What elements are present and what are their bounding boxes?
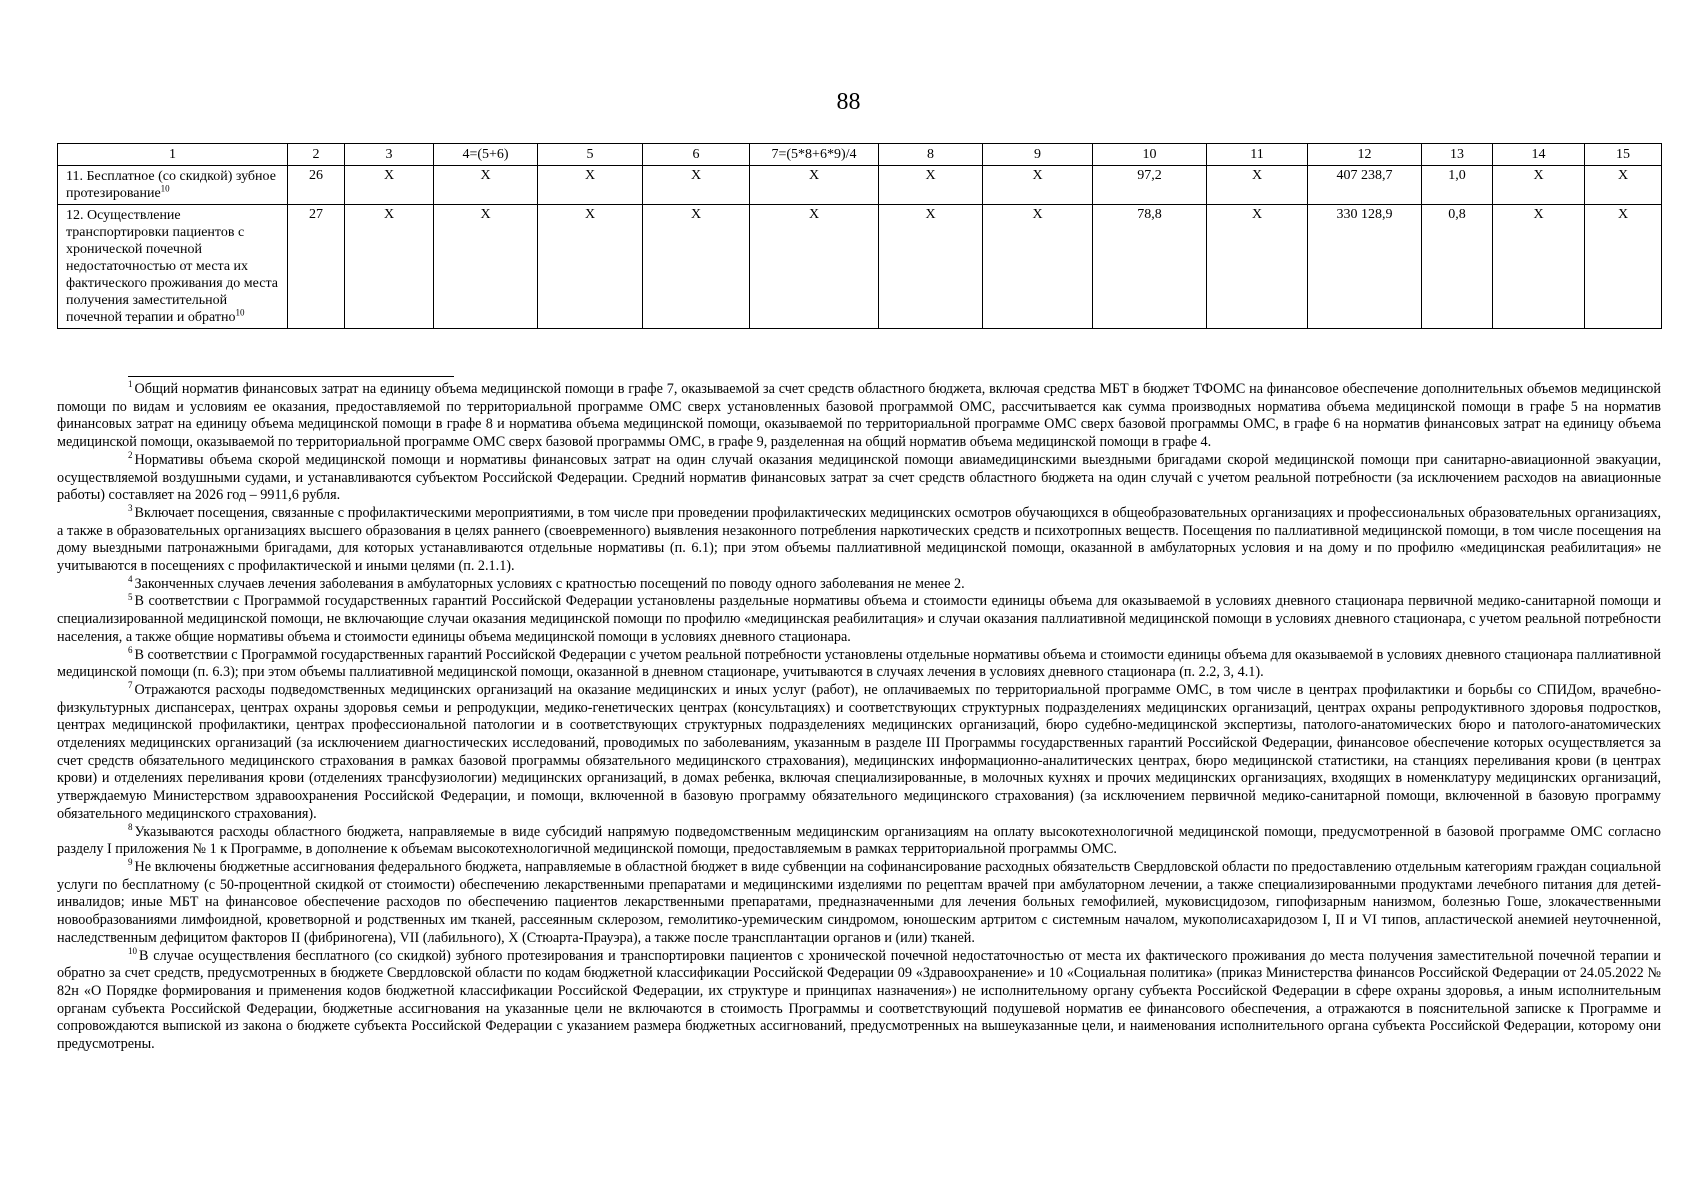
footnote-text: Общий норматив финансовых затрат на единицу объема медицинской помощи в графе 7, оказываемой за счет средств областного бюджета, включая средства МБТ в бюджет ТФОМС на финансовое обеспечение дополнительных объемов медицинской помощи по видам и условиям ее оказания, предоставляемой по территориальной программе ОМС сверх установленных базовой программой ОМС, рассчитывается как сумма производных норматива объема медицинской помощи в графе 5 на норматив финансовых затрат на единицу объема медицинской помощи в графе 8 и норматива объема медицинской помощи, оказываемой по территориальной программе ОМС сверх базовой программы ОМС, в графе 6 на норматив финансовых затрат на единицу объема медицинской помощи, оказываемой по территориальной программе ОМС сверх базовой программы ОМС, в графе 9, разделенная на общий норматив объема медицинской помощи в графе 4. [57, 381, 1661, 451]
table-cell: Х [1493, 205, 1585, 329]
footnote-text: Включает посещения, связанные с профилактическими мероприятиями, в том числе при проведении профилактических медицинских осмотров обучающихся в общеобразовательных организациях и профессиональных образовательных организациях, а также в образовательных организациях высшего образования в целях раннего (своевременного) выявления незаконного потребления наркотических средств и психотропных веществ. Посещения по паллиативной медицинской помощи, в том числе посещения на дому выездными патронажными бригадами, для которых устанавливаются отдельные нормативы (п. 6.1); при этом объемы паллиативной медицинской помощи, оказанной в амбулаторных условия и на дому и по профилю «медицинская реабилитация» не учитываются в посещениях с профилактической и иными целями (п. 2.1.1). [57, 504, 1661, 575]
row-name-cell [58, 205, 288, 329]
footnote-number: 1 [128, 379, 133, 390]
column-header: 1 [58, 144, 288, 166]
footnote-text: В соответствии с Программой государственных гарантий Российской Федерации с учетом реальной потребности установлены отдельные нормативы объема и стоимости единицы объема для оказываемой в условиях дневного стационара паллиативной медицинской помощи (п. 6.3); при этом объемы паллиативной медицинской помощи, оказанной в дневном стационаре, учитываются в случаях лечения в условиях дневного стационара (п. 2.2, 3, 4.1). [57, 646, 1661, 681]
table-cell: Х [1493, 166, 1585, 205]
footnote [57, 452, 1661, 505]
footnote-number: 8 [128, 821, 133, 832]
table-cell: Х [345, 205, 434, 329]
footnote [57, 821, 1661, 859]
table-cell: 1,0 [1422, 166, 1493, 205]
footnote [57, 505, 1661, 576]
column-header: 5 [538, 144, 643, 166]
row-name: 12. Осуществление транспортировки пациентов с хронической почечной недостаточностью от места их фактического проживания до места получения заместительной почечной терапии и обратно [66, 208, 278, 325]
table-cell: Х [983, 205, 1093, 329]
table-cell: 330 128,9 [1308, 205, 1422, 329]
footnote-number: 7 [128, 680, 133, 691]
footnote-number: 5 [128, 591, 133, 602]
row-name: 11. Бесплатное (со скидкой) зубное протезирование [66, 169, 276, 201]
footnote-text: Нормативы объема скорой медицинской помощи и нормативы финансовых затрат на один случай оказания медицинской помощи авиамедицинскими выездными бригадами скорой медицинской помощи при санитарно-авиационной эвакуации, осуществляемой воздушными судами, и устанавливаются субъектом Российской Федерации. Средний норматив финансовых затрат за счет средств областного бюджета на один случай с учетом реальной потребности (за исключением расходов на авиационные работы) составляет на 2026 год – 9911,6 рубля. [57, 451, 1661, 504]
table-cell: Х [750, 205, 879, 329]
column-header: 7=(5*8+6*9)/4 [750, 144, 879, 166]
footnote-number: 2 [128, 450, 133, 461]
footnote-text: В случае осуществления бесплатного (со скидкой) зубного протезирования и транспортировки пациентов с хронической почечной недостаточностью от места их фактического проживания до места получения заместительной почечной терапии и обратно за счет средств, предусмотренных в бюджете Свердловской области по кодам бюджетной классификации Российской Федерации 09 «Здравоохранение» и 10 «Социальная политика» (приказ Министерства финансов Российской Федерации от 24.05.2022 № 82н «О Порядке формирования и применения кодов бюджетной классификации Российской Федерации, их структуре и принципах назначения») не исполнительному органу субъекта Российской Федерации в сфере охраны здоровья, а иным исполнительным органам субъекта Российской Федерации, бюджетные ассигнования на указанные цели не включаются в стоимость Программы и соответствующий подушевой норматив ее финансового обеспечения, а отражаются в пояснительной записке к Программе и сопровождаются выпиской из закона о бюджете субъекта Российской Федерации с указанием размера бюджетных ассигнований, предусмотренных на вышеуказанные цели, и наименования исполнительного органа субъекта Российской Федерации, которому они предусмотрены. [57, 947, 1661, 1053]
column-header: 14 [1493, 144, 1585, 166]
table-cell: Х [1585, 205, 1662, 329]
footnote-number: 10 [128, 945, 137, 956]
column-header: 2 [288, 144, 345, 166]
footnote [57, 593, 1661, 646]
table-cell: Х [879, 205, 983, 329]
table-row [58, 166, 1662, 205]
column-header: 12 [1308, 144, 1422, 166]
footnote-ref: 10 [160, 183, 170, 194]
column-header: 11 [1207, 144, 1308, 166]
table-cell: Х [1207, 205, 1308, 329]
column-header: 9 [983, 144, 1093, 166]
footnote-text: В соответствии с Программой государственных гарантий Российской Федерации установлены раздельные нормативы объема и стоимости единицы объема для оказываемой в условиях дневного стационара первичной медико-санитарной помощи и специализированной медицинской помощи, не включающие случаи оказания медицинской помощи по профилю «медицинская реабилитация» и случаи оказания паллиативной медицинской помощи в условиях дневного стационара, с учетом реальной потребности населения, а также общие нормативы объема и стоимости единицы объема медицинской помощи в условиях дневного стационара. [57, 593, 1661, 645]
footnote-text: Не включены бюджетные ассигнования федерального бюджета, направляемые в областной бюджет в виде субвенции на софинансирование расходных обязательств Свердловской области по предоставлению отдельным категориям граждан социальной услуги по бесплатному (с 50-процентной скидкой от стоимости) обеспечению лекарственными препаратами и медицинскими изделиями по рецептам врачей при амбулаторном лечении, а также специализированными продуктами лечебного питания для детей-инвалидов; иные МБТ на финансовое обеспечение расходов по обеспечению пациентов лекарственными препаратами, предназначенными для лечения больных гемофилией, муковисцидозом, гипофизарным нанизмом, болезнью Гоше, злокачественными новообразованиями лимфоидной, кроветворной и родственных им тканей, рассеянным склерозом, гемолитико-уремическим синдромом, юношеским артритом с системным началом, мукополисахаридозом I, II и VI типов, апластической анемией неуточненной, наследственным дефицитом факторов II (фибриногена), VII (лабильного), X (Стюарта-Прауэра), а также после трансплантации органов и (или) тканей. [57, 858, 1661, 946]
footnote-text: Отражаются расходы подведомственных медицинских организаций на оказание медицинских и иных услуг (работ), не оплачиваемых по территориальной программе ОМС, в том числе в центрах профилактики и борьбы со СПИДом, врачебно-физкультурных диспансерах, центрах охраны здоровья семьи и репродукции, медико-генетических центрах (консультациях) и соответствующих структурных подразделениях медицинских организаций, центрах охраны репродуктивного здоровья подростков, центрах медицинской профилактики, центрах профессиональной патологии и в соответствующих структурных подразделениях медицинских организаций, бюро судебно-медицинской экспертизы, патолого-анатомических бюро и патолого-анатомических отделениях медицинских организаций (за исключением диагностических исследований, проводимых по заболеваниям, указанным в разделе III Программы государственных гарантий Российской Федерации, финансовое обеспечение которых осуществляется за счет средств обязательного медицинского страхования в рамках базовой программы обязательного медицинского страхования), медицинских информационно-аналитических центрах, бюро медицинской статистики, на станциях переливания крови (в центрах крови) и отделениях переливания крови (отделениях трансфузиологии) медицинских организаций, в домах ребенка, включая специализированные, в молочных кухнях и прочих медицинских организациях, входящих в номенклатуру медицинских организаций, утверждаемую Министерством здравоохранения Российской Федерации, и помощи, включенной в базовую программу обязательного медицинского страхования) (за исключением первичной медико-санитарной помощи, включенной в базовую программу обязательного медицинского страхования). [57, 681, 1661, 822]
row-name-cell [58, 166, 288, 205]
column-header: 13 [1422, 144, 1493, 166]
footnote-ref: 10 [235, 307, 245, 318]
footnote-number: 3 [128, 503, 133, 514]
footnote-number: 6 [128, 644, 133, 655]
table-cell: 0,8 [1422, 205, 1493, 329]
footnote-number: 4 [128, 574, 133, 584]
page-number: 88 [836, 89, 861, 115]
table-row [58, 205, 1662, 329]
table-cell: 78,8 [1093, 205, 1207, 329]
data-table [57, 143, 1662, 329]
footnotes [57, 381, 1661, 1054]
table-cell: Х [434, 166, 538, 205]
table-cell: 26 [288, 166, 345, 205]
footnote [57, 682, 1661, 824]
footnote [57, 644, 1661, 682]
table-cell: Х [434, 205, 538, 329]
table-cell: Х [879, 166, 983, 205]
table-cell: 407 238,7 [1308, 166, 1422, 205]
column-header: 3 [345, 144, 434, 166]
table-cell: Х [538, 166, 643, 205]
table-cell: Х [750, 166, 879, 205]
column-header: 15 [1585, 144, 1662, 166]
footnote-text: Указываются расходы областного бюджета, направляемые в виде субсидий напрямую подведомственным медицинским организациям на оплату высокотехнологичной медицинской помощи, предусмотренной в базовой программе ОМС согласно разделу I приложения № 1 к Программе, в дополнение к объемам высокотехнологичной медицинской помощи, предоставляемым в рамках территориальной программы ОМС. [57, 823, 1661, 858]
table-cell: 27 [288, 205, 345, 329]
table-cell: Х [1585, 166, 1662, 205]
table-cell: Х [1207, 166, 1308, 205]
footnote [57, 945, 1661, 1054]
table-header-row [58, 144, 1662, 166]
table-cell: Х [538, 205, 643, 329]
footnote [57, 381, 1661, 452]
footnote-separator [128, 376, 454, 377]
table-cell: 97,2 [1093, 166, 1207, 205]
table-cell: Х [345, 166, 434, 205]
column-header: 8 [879, 144, 983, 166]
footnote-number: 9 [128, 857, 133, 868]
column-header: 10 [1093, 144, 1207, 166]
table-cell: Х [643, 205, 750, 329]
column-header: 6 [643, 144, 750, 166]
footnote-text: Законченных случаев лечения заболевания в амбулаторных условиях с кратностью посещений по поводу одного заболевания не менее 2. [134, 575, 965, 592]
footnote [57, 859, 1661, 948]
footnote [57, 576, 1661, 594]
table-cell: Х [643, 166, 750, 205]
column-header: 4=(5+6) [434, 144, 538, 166]
table-cell: Х [983, 166, 1093, 205]
